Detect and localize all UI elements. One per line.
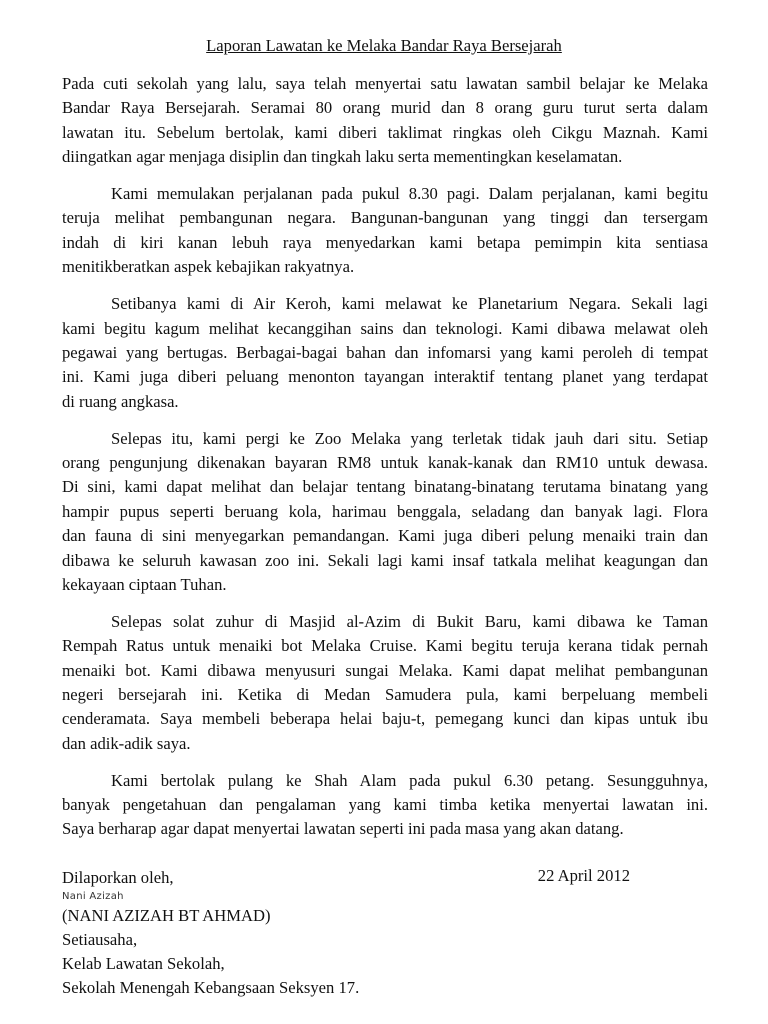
paragraph-line: menaiki bot. Kami dibawa menyusuri sungai Melaka. Kami dapat melihat pembangunan bbox=[62, 660, 708, 680]
paragraph-line: Saya berharap agar dapat menyertai lawatan seperti ini pada masa yang akan datang. bbox=[62, 819, 624, 839]
paragraph-line: lawatan itu. Sebelum bertolak, kami diberi taklimat ringkas oleh Cikgu Maznah. Kami bbox=[62, 122, 708, 142]
paragraph-line: Kami bertolak pulang ke Shah Alam pada pukul 6.30 petang. Sesungguhnya, bbox=[111, 770, 708, 790]
paragraph bbox=[62, 427, 708, 598]
paragraph-line: pegawai yang bertugas. Berbagai-bagai bahan dan infomarsi yang kami peroleh di tempat bbox=[62, 342, 708, 362]
paragraph-line: Selepas itu, kami pergi ke Zoo Melaka yang terletak tidak jauh dari situ. Setiap bbox=[111, 428, 708, 448]
paragraph-line: dan adik-adik saya. bbox=[62, 733, 191, 753]
paragraph-line: Kami memulakan perjalanan pada pukul 8.30 pagi. Dalam perjalanan, kami begitu bbox=[111, 184, 708, 204]
paragraph-line: banyak pengetahuan dan pengalaman yang kami timba ketika menyertai lawatan ini. bbox=[62, 795, 708, 815]
paragraph bbox=[62, 292, 708, 414]
paragraph-line: Rempah Ratus untuk menaiki bot Melaka Cruise. Kami begitu teruja kerana tidak pernah bbox=[62, 636, 708, 656]
reporter-position: Setiausaha, bbox=[62, 930, 138, 949]
reported-by-label: Dilaporkan oleh, bbox=[62, 868, 174, 887]
paragraph bbox=[62, 610, 708, 756]
paragraph bbox=[62, 769, 708, 842]
paragraph-line: hampir pupus seperti beruang kola, harimau benggala, seladang dan banyak lagi. Flora bbox=[62, 501, 708, 521]
paragraph-line: dibawa ke seluruh kawasan zoo ini. Sekali lagi kami insaf tatkala melihat keagungan dan bbox=[62, 550, 708, 570]
paragraph-line: diingatkan agar menjaga disiplin dan tingkah laku serta mementingkan keselamatan. bbox=[62, 147, 623, 167]
paragraph-line: kekayaan ciptaan Tuhan. bbox=[62, 574, 227, 594]
paragraph-line: orang pengunjung dikenakan bayaran RM8 untuk kanak-kanak dan RM10 untuk dewasa. bbox=[62, 452, 708, 472]
paragraph-line: indah di kiri kanan lebuh raya menyedarkan kami betapa pemimpin kita sentiasa bbox=[62, 232, 708, 252]
paragraph-line: Pada cuti sekolah yang lalu, saya telah menyertai satu lawatan sambil belajar ke Melaka bbox=[62, 74, 708, 93]
paragraph-line: kami begitu kagum melihat kecanggihan sains dan teknologi. Kami dibawa melawat oleh bbox=[62, 318, 708, 338]
paragraph-line: ini. Kami juga diberi peluang menonton tayangan interaktif tentang planet yang terdapat bbox=[62, 367, 708, 387]
reporter-name: (NANI AZIZAH BT AHMAD) bbox=[62, 906, 271, 925]
paragraph-line: cenderamata. Saya membeli beberapa helai baju-t, pemegang kunci dan kipas untuk ibu bbox=[62, 709, 708, 729]
signature-block bbox=[62, 866, 708, 1000]
paragraph-line: Di sini, kami dapat melihat dan belajar tentang binatang-binatang terutama binatang yang bbox=[62, 477, 708, 497]
report-body bbox=[62, 72, 708, 854]
document-title: Laporan Lawatan ke Melaka Bandar Raya Bersejarah bbox=[206, 36, 562, 55]
paragraph-line: Setibanya kami di Air Keroh, kami melawat ke Planetarium Negara. Sekali lagi bbox=[111, 294, 708, 314]
paragraph-line: menitikberatkan aspek kebajikan rakyatnya. bbox=[62, 257, 355, 277]
club-name: Kelab Lawatan Sekolah, bbox=[62, 954, 225, 973]
paragraph bbox=[62, 72, 708, 170]
report-date: 22 April 2012 bbox=[537, 866, 630, 885]
paragraph-line: di ruang angkasa. bbox=[62, 391, 179, 411]
paragraph-line: teruja melihat pembangunan negara. Bangunan-bangunan yang tinggi dan tersergam bbox=[62, 208, 708, 228]
paragraph-line: dan fauna di sini menyegarkan pemandangan. Kami juga diberi pelung menaiki train dan bbox=[62, 526, 708, 546]
paragraph bbox=[62, 182, 708, 280]
paragraph-line: Selepas solat zuhur di Masjid al-Azim di Bukit Baru, kami dibawa ke Taman bbox=[111, 611, 708, 631]
school-name: Sekolah Menengah Kebangsaan Seksyen 17. bbox=[62, 978, 360, 997]
handwritten-signature: Nani Azizah bbox=[62, 891, 124, 902]
paragraph-line: negeri bersejarah ini. Ketika di Medan Samudera pula, kami berpeluang membeli bbox=[62, 684, 708, 704]
paragraph-line: Bandar Raya Bersejarah. Seramai 80 orang murid dan 8 orang guru turut serta dalam bbox=[62, 98, 708, 118]
